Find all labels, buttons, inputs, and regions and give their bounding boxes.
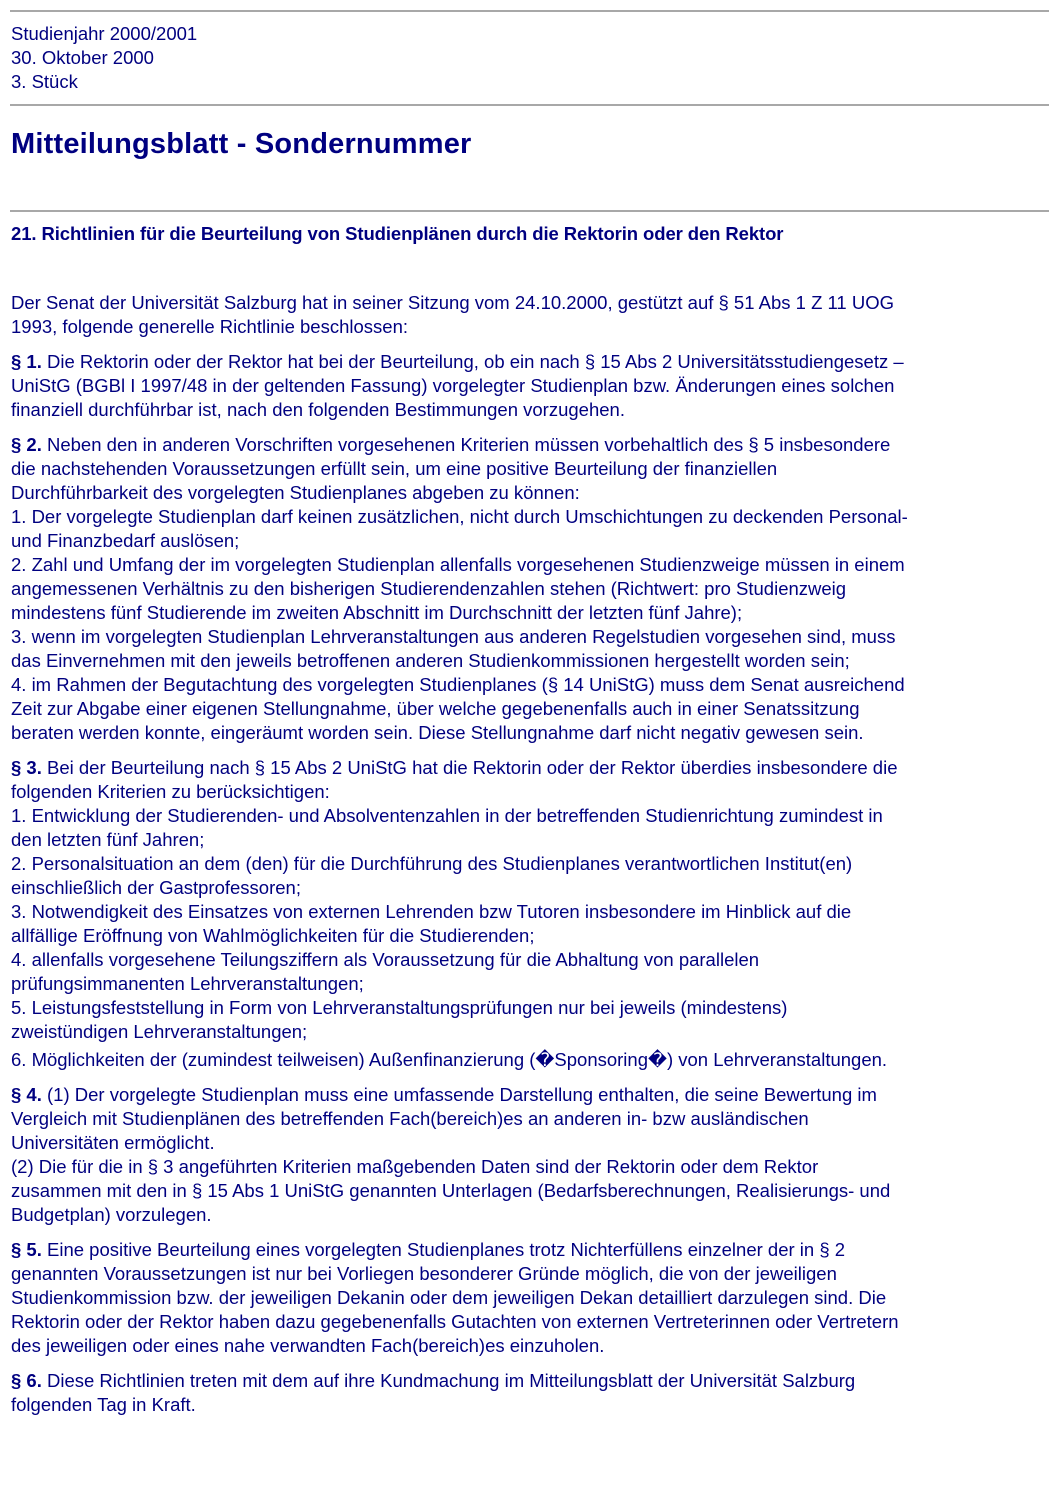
paragraph-line: [11, 433, 1051, 457]
paragraph-line: 4. allenfalls vorgesehene Teilungsziffern als Voraussetzung für die Abhaltung von parallelen: [11, 949, 760, 970]
document-body: [11, 291, 1051, 1428]
paragraph-line: 3. Notwendigkeit des Einsatzes von externen Lehrenden bzw Tutoren insbesondere im Hinblick auf die: [11, 901, 852, 922]
meta-divider: [10, 104, 1049, 106]
issue-number: 3. Stück: [11, 71, 78, 92]
paragraph-line: [11, 350, 1051, 374]
paragraph-line: Studienkommission bzw. der jeweiligen Dekanin oder dem jeweiligen Dekan detailliert darzulegen sind. Die: [11, 1287, 887, 1308]
intro-line: 1993, folgende generelle Richtlinie beschlossen:: [11, 316, 408, 337]
paragraph-line: (2) Die für die in § 3 angeführten Kriterien maßgebenden Daten sind der Rektorin oder dem Rektor: [11, 1156, 819, 1177]
paragraph-line: finanziell durchführbar ist, nach den folgenden Bestimmungen vorzugehen.: [11, 399, 625, 420]
paragraph-line: [11, 1369, 1051, 1393]
paragraph-line: prüfungsimmanenten Lehrveranstaltungen;: [11, 973, 364, 994]
paragraph-line: [11, 1238, 1051, 1262]
paragraph-line: des jeweiligen oder eines nahe verwandten Fach(bereich)es einzuholen.: [11, 1335, 605, 1356]
section-text: Bei der Beurteilung nach § 15 Abs 2 UniStG hat die Rektorin oder der Rektor überdies insbesondere die: [41, 757, 898, 778]
section-number: § 2.: [11, 434, 42, 455]
academic-year: Studienjahr 2000/2001: [11, 23, 198, 44]
section-number: § 5.: [11, 1239, 42, 1260]
paragraph-line: UniStG (BGBl I 1997/48 in der geltenden Fassung) vorgelegter Studienplan bzw. Änderungen eines solchen: [11, 375, 895, 396]
paragraph-line: Rektorin oder der Rektor haben dazu gegebenenfalls Gutachten von externen Vertreterinnen oder Vertretern: [11, 1311, 899, 1332]
top-divider: [10, 10, 1049, 12]
paragraph-line: Durchführbarkeit des vorgelegten Studienplanes abgeben zu können:: [11, 482, 580, 503]
paragraph-section-5: [11, 1238, 1051, 1358]
paragraph-line: 1. Entwicklung der Studierenden- und Absolventenzahlen in der betreffenden Studienrichtung zumindest in: [11, 805, 883, 826]
paragraph-line: mindestens fünf Studierende im zweiten Abschnitt im Durchschnitt der letzten fünf Jahre);: [11, 602, 743, 623]
paragraph-line: Budgetplan) vorzulegen.: [11, 1204, 212, 1225]
paragraph-line: folgenden Kriterien zu berücksichtigen:: [11, 781, 330, 802]
paragraph-line: 1. Der vorgelegte Studienplan darf keinen zusätzlichen, nicht durch Umschichtungen zu deckenden Personal-: [11, 506, 908, 527]
paragraph-line: Universitäten ermöglicht.: [11, 1132, 215, 1153]
paragraph-line: das Einvernehmen mit den jeweils betroffenen anderen Studienkommissionen hergestellt worden sein;: [11, 650, 850, 671]
paragraph-section-2: [11, 433, 1051, 745]
section-text: (1) Der vorgelegte Studienplan muss eine umfassende Darstellung enthalten, die seine Bewertung im: [41, 1084, 877, 1105]
paragraph-line: folgenden Tag in Kraft.: [11, 1394, 196, 1415]
title-divider: [10, 210, 1049, 212]
paragraph-section-3: [11, 756, 1051, 1072]
paragraph-line: den letzten fünf Jahren;: [11, 829, 205, 850]
section-heading: 21. Richtlinien für die Beurteilung von Studienplänen durch die Rektorin oder den Rektor: [11, 223, 784, 244]
section-text: Eine positive Beurteilung eines vorgelegten Studienplanes trotz Nichterfüllens einzelner der in § 2: [41, 1239, 846, 1260]
paragraph-line: beraten werden konnte, eingeräumt worden sein. Diese Stellungnahme darf nicht negativ gewesen sein.: [11, 722, 864, 743]
paragraph-line: 2. Personalsituation an dem (den) für die Durchführung des Studienplanes verantwortlichen Institut(en): [11, 853, 853, 874]
paragraph-line: 3. wenn im vorgelegten Studienplan Lehrveranstaltungen aus anderen Regelstudien vorgesehen sind, muss: [11, 626, 896, 647]
paragraph-line: 2. Zahl und Umfang der im vorgelegten Studienplan allenfalls vorgesehenen Studienzweige müssen in einem: [11, 554, 905, 575]
section-number: § 6.: [11, 1370, 42, 1391]
paragraph-line: und Finanzbedarf auslösen;: [11, 530, 240, 551]
section-number: § 1.: [11, 351, 42, 372]
paragraph-line: zusammen mit den in § 15 Abs 1 UniStG genannten Unterlagen (Bedarfsberechnungen, Realisierungs- und: [11, 1180, 891, 1201]
section-number: § 4.: [11, 1084, 42, 1105]
paragraph-line: zweistündigen Lehrveranstaltungen;: [11, 1021, 308, 1042]
paragraph-line: genannten Voraussetzungen ist nur bei Vorliegen besonderer Gründe möglich, die von der jeweiligen: [11, 1263, 837, 1284]
issue-meta: [11, 22, 197, 94]
issue-date: 30. Oktober 2000: [11, 47, 154, 68]
page-title: Mitteilungsblatt - Sondernummer: [11, 128, 472, 160]
section-number: § 3.: [11, 757, 42, 778]
paragraph-line: allfällige Eröffnung von Wahlmöglichkeiten für die Studierenden;: [11, 925, 535, 946]
paragraph-line: 4. im Rahmen der Begutachtung des vorgelegten Studienplanes (§ 14 UniStG) muss dem Senat ausreichend: [11, 674, 905, 695]
intro-paragraph: [11, 291, 1051, 339]
paragraph-line: die nachstehenden Voraussetzungen erfüllt sein, um eine positive Beurteilung der finanziellen: [11, 458, 778, 479]
paragraph-line: 5. Leistungsfeststellung in Form von Lehrveranstaltungsprüfungen nur bei jeweils (mindestens): [11, 997, 788, 1018]
paragraph-section-6: [11, 1369, 1051, 1417]
paragraph-line: angemessenen Verhältnis zu den bisherigen Studierendenzahlen stehen (Richtwert: pro Studienzweig: [11, 578, 847, 599]
paragraph-line: [11, 1083, 1051, 1107]
paragraph-section-1: [11, 350, 1051, 422]
section-text: Diese Richtlinien treten mit dem auf ihre Kundmachung im Mitteilungsblatt der Universität Salzburg: [41, 1370, 856, 1391]
paragraph-line: einschließlich der Gastprofessoren;: [11, 877, 301, 898]
section-text: Die Rektorin oder der Rektor hat bei der Beurteilung, ob ein nach § 15 Abs 2 Universitätsstudiengesetz –: [41, 351, 904, 372]
section-text: Neben den in anderen Vorschriften vorgesehenen Kriterien müssen vorbehaltlich des § 5 insbesondere: [41, 434, 891, 455]
paragraph-section-4: [11, 1083, 1051, 1227]
paragraph-line: Vergleich mit Studienplänen des betreffenden Fach(bereich)es an anderen in- bzw ausländischen: [11, 1108, 809, 1129]
paragraph-list: [11, 350, 1051, 1417]
intro-line: Der Senat der Universität Salzburg hat in seiner Sitzung vom 24.10.2000, gestützt auf § 51 Abs 1 Z 11 UOG: [11, 292, 895, 313]
paragraph-line: Zeit zur Abgabe einer eigenen Stellungnahme, über welche gegebenenfalls auch in einer Senatssitzung: [11, 698, 860, 719]
paragraph-line: 6. Möglichkeiten der (zumindest teilweisen) Außenfinanzierung (�Sponsoring�) von Lehrveranstaltungen.: [11, 1049, 888, 1070]
paragraph-line: [11, 756, 1051, 780]
